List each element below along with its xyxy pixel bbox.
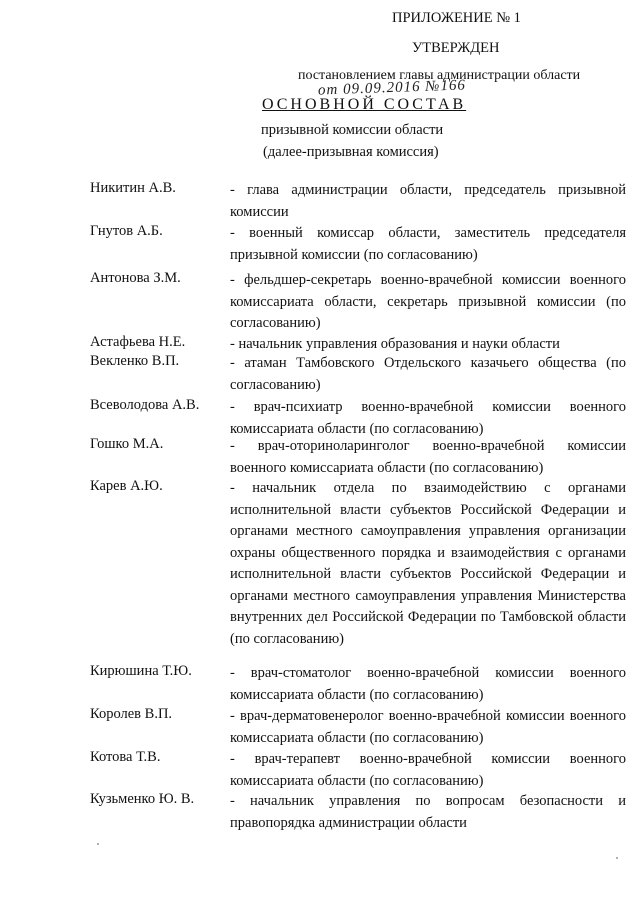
- member-name: Королев В.П.: [90, 706, 173, 722]
- decree-line: постановлением главы администрации области: [298, 68, 581, 83]
- member-role: - врач-терапевт военно-врачебной комиссии военного комиссариата области (по согласованию): [230, 751, 626, 789]
- member-role: - фельдшер-секретарь военно-врачебной комиссии военного комиссариата области, секретарь призывной комиссии (по согласованию): [230, 272, 626, 331]
- member-name: Гнутов А.Б.: [90, 223, 163, 239]
- member-role: - начальник управления образования и науки области: [230, 336, 560, 352]
- scan-speck: [616, 857, 618, 859]
- member-role: - врач-психиатр военно-врачебной комиссии военного комиссариата области (по согласованию): [230, 399, 626, 437]
- member-role: - начальник управления по вопросам безопасности и правопорядка администрации области: [230, 793, 626, 831]
- member-role: - врач-дерматовенеролог военно-врачебной комиссии военного комиссариата области (по согласованию): [230, 708, 626, 746]
- member-name: Векленко В.П.: [90, 353, 180, 369]
- member-role: - глава администрации области, председатель призывной комиссии: [230, 182, 626, 220]
- member-role: - врач-стоматолог военно-врачебной комиссии военного комиссариата области (по согласованию): [230, 665, 626, 703]
- document-subtitle-1: призывной комиссии области: [261, 122, 444, 138]
- document-subtitle-2: (далее-призывная комиссия): [263, 144, 439, 160]
- approved-label: УТВЕРЖДЕН: [412, 40, 500, 56]
- scan-speck: [97, 843, 99, 845]
- member-role: - атаман Тамбовского Отдельского казачьего общества (по согласованию): [230, 355, 626, 393]
- member-name: Карев А.Ю.: [90, 478, 163, 494]
- annex-label: ПРИЛОЖЕНИЕ № 1: [392, 10, 521, 26]
- member-name: Никитин А.В.: [90, 180, 176, 196]
- member-role: - врач-оториноларинголог военно-врачебной комиссии военного комиссариата области (по согласованию): [230, 438, 626, 476]
- document-title: ОСНОВНОЙ СОСТАВ: [262, 96, 467, 113]
- member-name: Астафьева Н.Е.: [90, 334, 186, 350]
- handwritten-date-number: от 09.09.2016 №166: [317, 77, 467, 99]
- member-name: Кирюшина Т.Ю.: [90, 663, 192, 679]
- member-name: Кузьменко Ю. В.: [90, 791, 195, 807]
- member-name: Котова Т.В.: [90, 749, 161, 765]
- member-role: - начальник отдела по взаимодействию с органами исполнительной власти субъектов Российской Федерации и органами местного самоуправления управления организации охраны общественного порядка и взаимодействия с органами исполнительной власти субъектов Российской Федерации и органами местного самоуправления управления Министерства внутренних дел Российской Федерации по Тамбовской области (по согласованию): [230, 480, 626, 647]
- member-name: Всеволодова А.В.: [90, 397, 200, 413]
- member-name: Антонова З.М.: [90, 270, 181, 286]
- member-role: - военный комиссар области, заместитель председателя призывной комиссии (по согласованию): [230, 225, 626, 263]
- member-name: Гошко М.А.: [90, 436, 164, 452]
